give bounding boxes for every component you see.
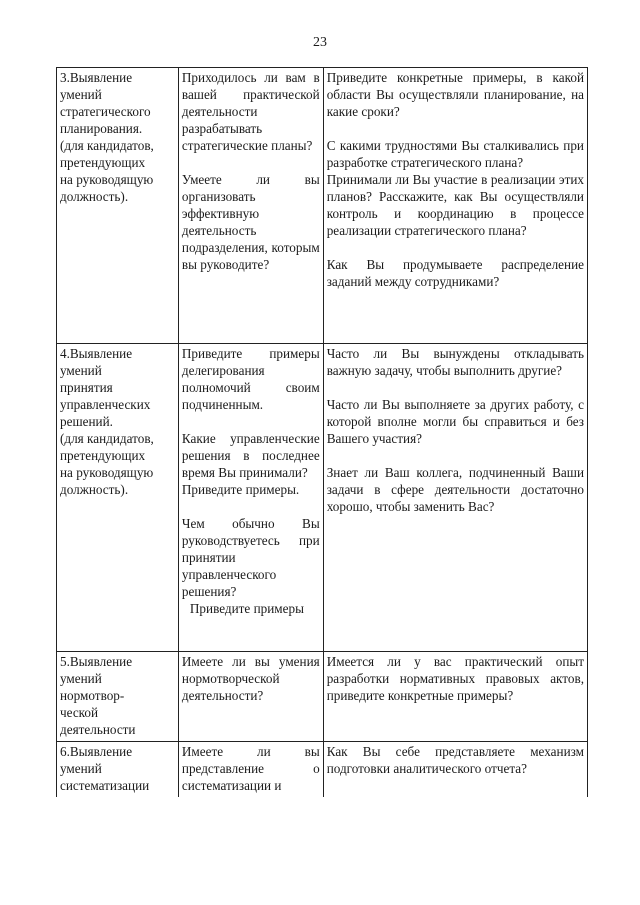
competency-line: стратегического bbox=[60, 104, 151, 119]
specific-question: С какими трудностями Вы сталкивались при разработке стратегического плана? bbox=[326, 138, 584, 170]
specific-question: Часто ли Вы вынуждены откладывать важную задачу, чтобы выполнить другие? bbox=[326, 346, 584, 378]
general-questions-cell bbox=[178, 344, 323, 652]
competency-line: принятия bbox=[60, 380, 113, 395]
competency-line: на руководящую bbox=[60, 465, 154, 480]
specific-questions-cell bbox=[323, 652, 587, 742]
competency-line: 3.Выявление bbox=[60, 70, 133, 85]
competency-line: систематизации bbox=[60, 778, 150, 793]
specific-questions-cell bbox=[323, 68, 587, 344]
general-question: Имеете ли вы умения нормотворческой деятельности? bbox=[181, 654, 320, 703]
general-question: Какие управленческие решения в последнее время Вы принимали? bbox=[181, 431, 320, 480]
specific-question: Как Вы продумываете распределение заданий между сотрудниками? bbox=[326, 257, 584, 289]
general-question: Приведите примеры делегирования полномочий своим подчиненным. bbox=[181, 346, 320, 412]
competency-line: на руководящую bbox=[60, 172, 154, 187]
general-questions-cell bbox=[178, 652, 323, 742]
table-row bbox=[57, 652, 588, 742]
general-question: Чем обычно Вы руководствуетесь при принятии управленческого решения? bbox=[181, 516, 320, 599]
general-question: Приходилось ли вам в вашей практической деятельности разрабатывать стратегические планы? bbox=[181, 70, 320, 153]
specific-question: Как Вы себе представляете механизм подготовки аналитического отчета? bbox=[326, 744, 584, 776]
competency-line: 6.Выявление bbox=[60, 744, 133, 759]
competency-line: ческой bbox=[60, 705, 99, 720]
specific-question: Принимали ли Вы участие в реализации этих планов? Расскажите, как Вы осуществляли контроль и координацию в процессе реализации стратегического плана? bbox=[326, 172, 584, 238]
general-question: Приведите примеры. bbox=[181, 482, 300, 497]
specific-question: Приведите конкретные примеры, в какой области Вы осуществляли планирование, на какие сроки? bbox=[326, 70, 584, 119]
competency-line: (для кандидатов, bbox=[60, 138, 154, 153]
competency-line: нормотвор- bbox=[60, 688, 125, 703]
interview-questions-table bbox=[56, 67, 588, 797]
table-row bbox=[57, 68, 588, 344]
specific-questions-cell bbox=[323, 344, 587, 652]
specific-question: Имеется ли у вас практический опыт разработки нормативных правовых актов, приведите конкретные примеры? bbox=[326, 654, 584, 703]
specific-questions-cell bbox=[323, 742, 587, 798]
competency-line: 4.Выявление bbox=[60, 346, 133, 361]
competency-line: 5.Выявление bbox=[60, 654, 133, 669]
competency-cell bbox=[57, 344, 179, 652]
table-row bbox=[57, 742, 588, 798]
general-question: Имеете ли вы представление о систематизации и bbox=[181, 744, 320, 793]
competency-cell bbox=[57, 68, 179, 344]
competency-line: деятельности bbox=[60, 722, 136, 737]
competency-line: управленческих bbox=[60, 397, 151, 412]
competency-line: должность). bbox=[60, 482, 129, 497]
competency-line: претендующих bbox=[60, 448, 146, 463]
general-question: Приведите примеры bbox=[189, 601, 304, 616]
competency-line: умений bbox=[60, 363, 102, 378]
general-questions-cell bbox=[178, 68, 323, 344]
competency-cell bbox=[57, 652, 179, 742]
competency-line: умений bbox=[60, 87, 102, 102]
competency-line: (для кандидатов, bbox=[60, 431, 154, 446]
competency-line: планирования. bbox=[60, 121, 143, 136]
competency-line: решений. bbox=[60, 414, 113, 429]
general-question: Умеете ли вы организовать эффективную деятельность подразделения, которым вы руководите? bbox=[181, 172, 320, 272]
competency-cell bbox=[57, 742, 179, 798]
competency-line: должность). bbox=[60, 189, 129, 204]
general-questions-cell bbox=[178, 742, 323, 798]
page-number: 23 bbox=[313, 35, 327, 50]
specific-question: Знает ли Ваш коллега, подчиненный Ваши задачи в сфере деятельности достаточно хорошо, чтобы заменить Вас? bbox=[326, 465, 584, 514]
competency-line: претендующих bbox=[60, 155, 146, 170]
table-row bbox=[57, 344, 588, 652]
competency-line: умений bbox=[60, 761, 102, 776]
competency-line: умений bbox=[60, 671, 102, 686]
specific-question: Часто ли Вы выполняете за других работу, с которой вполне могли бы справиться и без Вашего участия? bbox=[326, 397, 584, 446]
